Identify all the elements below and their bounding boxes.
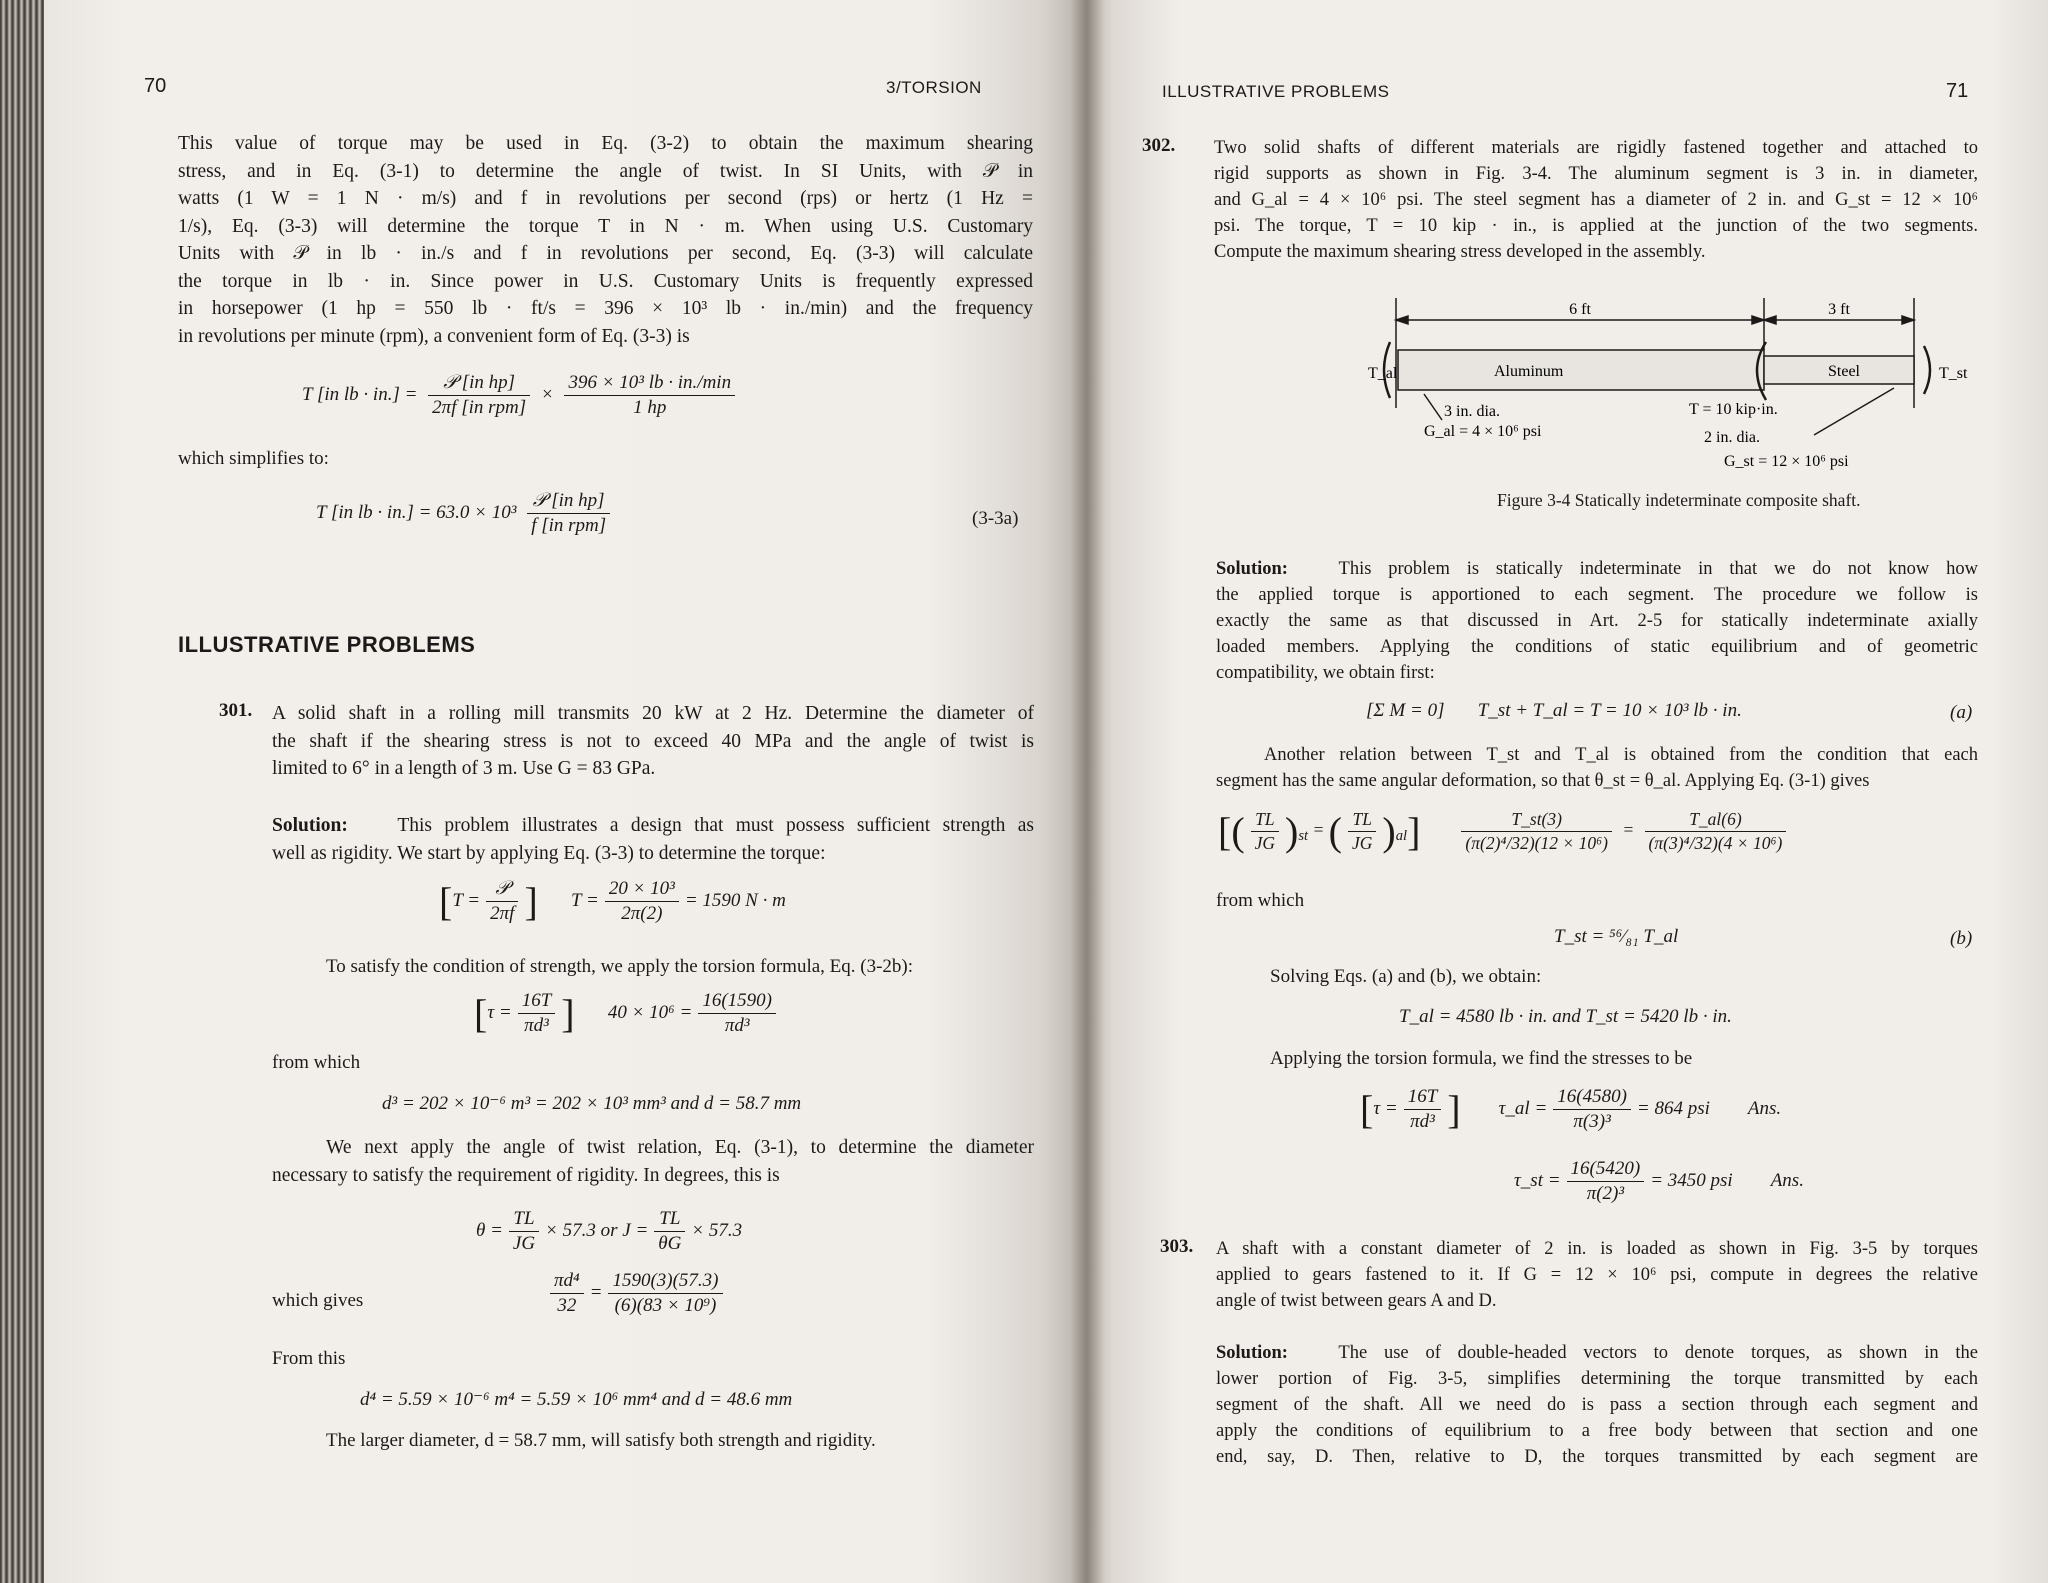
strength-text: To satisfy the condition of strength, we apply the torsion formula, Eq. (3-2b): bbox=[326, 956, 914, 977]
page-edges bbox=[0, 0, 44, 1583]
fraction: $\frac{\text{𝒫 [in hp]}}{\text{2πf [in rpm]}}$ bbox=[428, 372, 530, 419]
simplifies-text: which simplifies to: bbox=[178, 448, 329, 469]
rigidity-paragraph: We next apply the angle of twist relation, Eq. (3-1), to determine the diameter necessary to satisfy the requirement of rigidity. In degrees, this is bbox=[272, 1137, 1034, 1186]
problem-statement: A solid shaft in a rolling mill transmits 20 kW at 2 Hz. Determine the diameter of the shaft if the shearing stress is not to exceed 40 MPa and the angle of twist is limited to 6° in a length of 3 m. Use G = 83 GPa. bbox=[272, 703, 1034, 779]
applying-text: Applying the torsion formula, we find the stresses to be bbox=[1270, 1048, 1693, 1069]
equation-diameter-rigidity: d⁴ = 5.59 × 10⁻⁶ m⁴ = 5.59 × 10⁶ mm⁴ and d = 48.6 mm bbox=[360, 1389, 793, 1410]
equation-power-hp: T [in lb · in.] = $\frac{\text{𝒫 [in hp]}}{\text{2πf [in rpm]}}$ × $\frac{\text{396 × 10³ lb · in./min}}{1 hp}$ bbox=[302, 372, 741, 419]
steel-diameter: 2 in. dia. bbox=[1704, 429, 1760, 446]
dim-label-6ft: 6 ft bbox=[1569, 301, 1591, 318]
equation-stress-steel: τ_st = $\frac{16(5420)}{\text{π(2)³}}$ = 3450 psi Ans. bbox=[1514, 1158, 1804, 1204]
right-page bbox=[1084, 0, 2048, 1583]
text-line: This value of torque may be used in Eq. (3-2) to obtain the maximum shearing bbox=[178, 133, 1033, 154]
solution-paragraph: Solution: This problem is statically indeterminate in that we do not know how the applied torque is apportioned to each segment. The procedure we follow is exactly the same as that discussed in Art. 2-5 for statically indeterminate axially loaded members. Applying the conditions of static equilibrium and of geometric compatibility, we obtain first: bbox=[1216, 559, 1979, 683]
equation-rigidity: $\frac{\text{πd⁴}}{32}$ = $\frac{1590(3)(57.3)}{\text{(6)(83 × 10⁹)}}$ bbox=[544, 1270, 729, 1317]
equation-compatibility: [( $\frac{TL}{JG}$ )$_{st}$ = ( $\frac{TL}{JG}$ )$_{al}$] $\frac{T\_st(3)}{\text{(π(2)⁴/32)(12 × 10⁶)}}$ = $\frac{T\_al(6)}{\text{(π(3)⁴/32)(4 × 10⁶)}}$ bbox=[1218, 808, 1792, 855]
text-line: in revolutions per minute (rpm), a convenient form of Eq. (3-3) is bbox=[178, 325, 690, 347]
solution-label: Solution: bbox=[1216, 559, 1288, 579]
answer-marker: Ans. bbox=[1747, 1097, 1782, 1119]
text-line: the torque in lb · in. Since power in U.S. Customary Units is frequently expressed bbox=[178, 270, 1033, 292]
section-heading: ILLUSTRATIVE PROBLEMS bbox=[178, 632, 476, 657]
relation-paragraph: Another relation between T_st and T_al is obtained from the condition that each segment has the same angular deformation, so that θ_st = θ_al. Applying Eq. (3-1) gives bbox=[1216, 745, 1978, 791]
arrow-head bbox=[1764, 316, 1776, 324]
dim-label-3ft: 3 ft bbox=[1828, 301, 1850, 318]
steel-label: Steel bbox=[1828, 363, 1860, 380]
book-gutter bbox=[1070, 0, 1104, 1583]
fraction: $\frac{\text{396 × 10³ lb · in./min}}{1 hp}$ bbox=[564, 372, 735, 419]
solution-paragraph: Solution: The use of double-headed vectors to denote torques, as shown in the lower portion of Fig. 3-5, simplifies determining the torque transmitted by each segment of the shaft. All we need do is pass a section through each segment and apply the conditions of equilibrium to a free body between that section and one end, say, D. Then, relative to D, the torques transmitted by each segment are bbox=[1216, 1343, 1978, 1467]
equation-3-3a: T [in lb · in.] = 63.0 × 10³ $\frac{\text{𝒫 [in hp]}}{\text{f [in rpm]}}$ bbox=[316, 490, 616, 537]
running-head: ILLUSTRATIVE PROBLEMS bbox=[1162, 82, 1390, 101]
problem-number: 301. bbox=[219, 700, 253, 721]
text-line: watts (1 W = 1 N · m/s) and f in revolutions per second (rps) or hertz (1 Hz = bbox=[178, 188, 1033, 209]
torque-right-arrow bbox=[1924, 346, 1930, 394]
conclusion-text: The larger diameter, d = 58.7 mm, will satisfy both strength and rigidity. bbox=[326, 1430, 876, 1451]
eq-lhs: T [in lb · in.] = bbox=[302, 383, 418, 405]
page-number: 71 bbox=[1946, 80, 1969, 102]
solving-text: Solving Eqs. (a) and (b), we obtain: bbox=[1270, 966, 1542, 987]
from-which-text: from which bbox=[272, 1052, 361, 1073]
equation-stress-aluminum: [τ = $\frac{16T}{\text{πd³}}$ ] τ_al = $\frac{16(4580)}{\text{π(3)³}}$ = 864 psi Ans. bbox=[1360, 1086, 1782, 1132]
aluminum-segment bbox=[1398, 350, 1764, 390]
equation-torque: [T = $\frac{\text{𝒫}}{2\pi f}$ ] T = $\frac{\text{20 × 10³}}{2\pi(2)}$ = 1590 N · m bbox=[439, 878, 786, 924]
equation-diameter-strength: d³ = 202 × 10⁻⁶ m³ = 202 × 10³ mm³ and d = 58.7 mm bbox=[382, 1093, 802, 1114]
t-al-label: T_al bbox=[1368, 365, 1398, 382]
problem-number: 303. bbox=[1160, 1236, 1194, 1257]
equation-twist: θ = $\frac{TL}{JG}$ × 57.3 or J = $\frac{TL}{\theta G}$ × 57.3 bbox=[476, 1208, 743, 1254]
text-line: in horsepower (1 hp = 550 lb · ft/s = 396 × 10³ lb · in./min) and the frequency bbox=[178, 298, 1033, 319]
left-page bbox=[44, 0, 1084, 1583]
text-line: 1/s), Eq. (3-3) will determine the torque T in N · m. When using U.S. Customary bbox=[178, 215, 1033, 237]
equation-tag: (a) bbox=[1950, 702, 1973, 723]
fraction: $\frac{\text{𝒫 [in hp]}}{\text{f [in rpm]}}$ bbox=[527, 490, 610, 537]
solution-label: Solution: bbox=[272, 815, 348, 836]
answer-marker: Ans. bbox=[1770, 1169, 1804, 1191]
t-st-label: T_st bbox=[1939, 365, 1968, 382]
running-head: 3/TORSION bbox=[886, 78, 982, 97]
equation-equilibrium: [Σ M = 0] T_st + T_al = T = 10 × 10³ lb · in. bbox=[1366, 700, 1742, 721]
which-gives-text: which gives bbox=[272, 1290, 364, 1311]
problem-statement: A shaft with a constant diameter of 2 in. is loaded as shown in Fig. 3-5 by torques applied to gears fastened to it. If G = 12 × 10⁶ psi, compute in degrees the relative angle of twist between gears A and D. bbox=[1216, 1239, 1978, 1311]
text-line: Units with 𝒫 in lb · in./s and f in revolutions per second, Eq. (3-3) will calculate bbox=[178, 243, 1033, 264]
leader-line bbox=[1814, 388, 1894, 435]
solution-label: Solution: bbox=[1216, 1343, 1288, 1363]
equation-tag: (3-3a) bbox=[972, 508, 1019, 529]
steel-modulus: G_st = 12 × 10⁶ psi bbox=[1724, 453, 1849, 470]
equation-strength: [τ = $\frac{16T}{\text{πd³}}$ ] 40 × 10⁶ = $\frac{16(1590)}{\text{πd³}}$ bbox=[474, 990, 782, 1037]
problem-number: 302. bbox=[1142, 135, 1176, 156]
leader-line bbox=[1424, 394, 1442, 420]
from-this-text: From this bbox=[272, 1348, 346, 1369]
solution-paragraph: Solution: This problem illustrates a design that must possess sufficient strength as well as rigidity. We start by applying Eq. (3-3) to determine the torque: bbox=[272, 815, 1034, 864]
problem-statement: Two solid shafts of different materials are rigidly fastened together and attached to rigid supports as shown in Fig. 3-4. The aluminum segment is 3 in. in diameter, and G_al = 4 × 10⁶ psi. The steel segment has a diameter of 2 in. and G_st = 12 × 10⁶ psi. The torque, T = 10 kip · in., is applied at the junction of the two segments. Compute the maximum shearing stress developed in the assembly. bbox=[1214, 138, 1978, 262]
figure-3-4 bbox=[1364, 290, 2024, 480]
aluminum-diameter: 3 in. dia. bbox=[1444, 403, 1500, 420]
arrow-head bbox=[1902, 316, 1914, 324]
equation-solution-torques: T_al = 4580 lb · in. and T_st = 5420 lb · in. bbox=[1399, 1006, 1732, 1027]
arrow-head bbox=[1396, 316, 1408, 324]
page-number: 70 bbox=[144, 75, 167, 97]
text-line: stress, and in Eq. (3-1) to determine the angle of twist. In SI Units, with 𝒫 in bbox=[178, 160, 1033, 182]
figure-caption: Figure 3-4 Statically indeterminate composite shaft. bbox=[1497, 490, 1861, 510]
applied-torque-label: T = 10 kip·in. bbox=[1689, 401, 1778, 418]
from-which-text: from which bbox=[1216, 890, 1305, 911]
aluminum-label: Aluminum bbox=[1494, 363, 1564, 380]
equation-tag: (b) bbox=[1950, 928, 1973, 949]
equation-ratio: T_st = ⁵⁶⁄₈₁ T_al bbox=[1554, 926, 1679, 947]
aluminum-modulus: G_al = 4 × 10⁶ psi bbox=[1424, 423, 1542, 440]
intro-paragraph bbox=[178, 130, 1033, 350]
